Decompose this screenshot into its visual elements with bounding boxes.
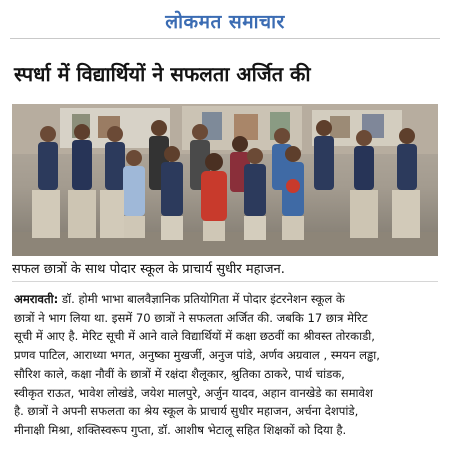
body-line-5: सौरिश काले, कक्षा नौवीं के छात्रों में रक्षंदा शैलूकार, श्रुतिका ठाकरे, पार्थ चांडक, <box>14 366 345 381</box>
newspaper-masthead: लोकमत समाचार <box>165 11 285 33</box>
group-photo <box>12 104 438 256</box>
body-line-4: प्रणव पाटिल, आराध्या भगत, अनुष्का मुखर्जी, अनुज पांडे, अर्णव अग्रवाल , स्मयन लड्ढा, <box>14 348 380 363</box>
body-line-8: मीनाक्षी मिश्रा, शक्तिस्वरूप गुप्ता, डॉ. आशीष भेटालू सहित शिक्षकों को दिया है. <box>14 422 347 437</box>
masthead-divider <box>10 38 440 39</box>
group-photo-illustration <box>12 104 438 256</box>
body-line-3: सूची में आए है. मेरिट सूची में आने वाले विद्यार्थियों में कक्षा छठवीं का श्रीवस्त तोरकाडी, <box>14 329 375 344</box>
body-line-2: छात्रों ने भाग लिया था. इसमें 70 छात्रों ने सफलता अर्जित की. जबकि 17 छात्र मेरिट <box>14 310 368 325</box>
body-line-6: स्वीकृत राऊत, भावेश लोखंडे, जयेश मालपुरे, अर्जुन यादव, अहान वानखेडे का समावेश <box>14 385 373 400</box>
caption-divider <box>12 281 438 282</box>
photo-caption: सफल छात्रों के साथ पोदार स्कूल के प्राचार्य सुधीर महाजन. <box>12 262 285 277</box>
body-line-7: है. छात्रों ने अपनी सफलता का श्रेय स्कूल के प्राचार्य सुधीर महाजन, अर्चना देशपांडे, <box>14 404 359 419</box>
article-headline: स्पर्धा में विद्यार्थियों ने सफलता अर्जित की <box>14 62 311 86</box>
body-line-1 <box>14 290 440 309</box>
body-text: डॉ. होमी भाभा बालवैज्ञानिक प्रतियोगिता में पोदार इंटरनेशन स्कूल के <box>61 292 345 306</box>
dateline: अमरावती: <box>14 292 59 306</box>
article-body <box>14 290 440 440</box>
